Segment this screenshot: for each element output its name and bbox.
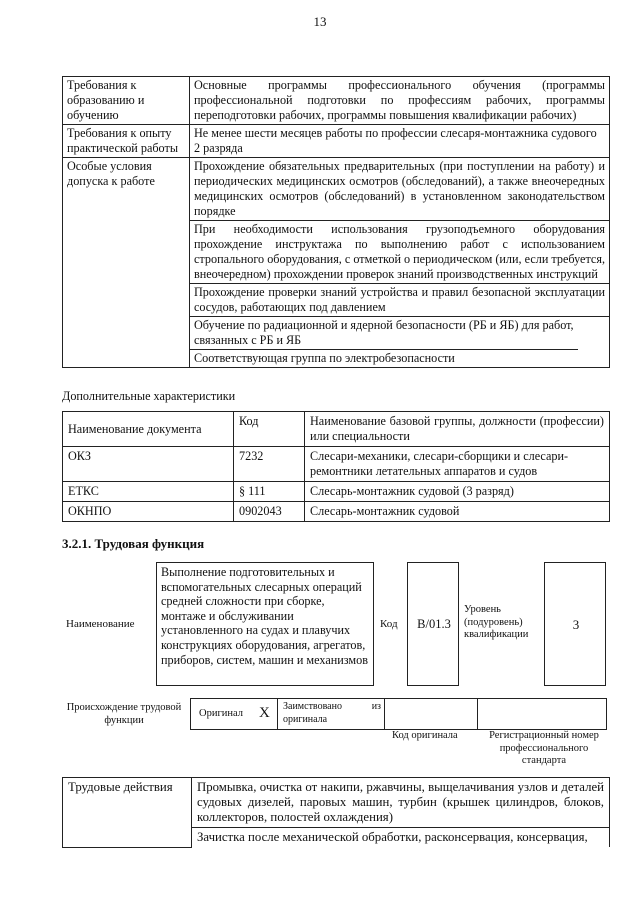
section-title: 3.2.1. Трудовая функция — [62, 536, 205, 551]
level-label: Уровень (подуровень) квалификации — [464, 604, 529, 640]
conditions-cell — [190, 158, 610, 368]
action-item: Промывка, очистка от накипи, ржавчины, выщелачивания узлов и деталей судовых дизелей, паровых машин, турбин (крышек цилиндров, блоков, коллекторов, полостей охлаждения) — [192, 778, 610, 828]
table-row — [63, 77, 610, 125]
requirements-table — [62, 76, 610, 368]
original-mark: X — [259, 705, 270, 721]
reg-caption: Регистрационный номер профессионального стандарта — [489, 730, 599, 766]
level-box — [544, 562, 606, 686]
row-label: Требования к опыту практической работы — [63, 125, 190, 158]
condition-item: Прохождение проверки знаний устройства и правил безопасной эксплуатации сосудов, работающих под давлением — [190, 284, 609, 317]
condition-item: Соответствующая группа по электробезопасности — [194, 351, 455, 365]
additional-table — [62, 411, 610, 522]
table-row — [63, 447, 610, 482]
level-value: 3 — [572, 617, 580, 632]
cell-code: 0902043 — [234, 502, 305, 522]
code-caption: Код оригинала — [392, 730, 458, 741]
row-label: Требования к образованию и обучению — [63, 77, 190, 125]
condition-item: При необходимости использования грузоподъемного оборудования прохождение инструктажа по выполнению работ с использованием стропального оборудования, с отметкой о периодическом (или, если требуется, внеочередном) прохождении проверок знаний производственных инструкций — [190, 221, 609, 284]
table-header-row — [63, 412, 610, 447]
cell-doc: ОКЗ — [63, 447, 234, 482]
reg-number-cell — [477, 698, 607, 730]
table-row — [63, 125, 610, 158]
code-original-cell — [384, 698, 478, 730]
table-row — [63, 778, 610, 828]
original-label: Оригинал — [199, 708, 243, 719]
action-item: Зачистка после механической обработки, расконсервация, консервация, — [192, 828, 610, 848]
cell-doc: ОКНПО — [63, 502, 234, 522]
cell-name: Слесарь-монтажник судовой (3 разряд) — [305, 482, 610, 502]
table-row — [63, 502, 610, 522]
actions-label: Трудовые действия — [63, 778, 192, 848]
cell-doc: ЕТКС — [63, 482, 234, 502]
borrowed-cell — [277, 698, 385, 730]
name-label: Наименование — [66, 618, 135, 630]
borrowed-label: Заимствовано из оригинала — [283, 701, 381, 725]
code-label: Код — [380, 618, 398, 630]
origin-label: Происхождение трудовой функции — [66, 702, 182, 726]
cell-name: Слесарь-монтажник судовой — [305, 502, 610, 522]
original-cell — [190, 698, 278, 730]
condition-item: Обучение по радиационной и ядерной безопасности (РБ и ЯБ) для работ, связанных с РБ и ЯБ — [190, 317, 578, 350]
condition-item: Прохождение обязательных предварительных (при поступлении на работу) и периодических медицинских осмотров (обследований), а также внеочередных медицинских осмотров (обследований) в установленном законодательством порядке — [190, 158, 609, 221]
row-text: Не менее шести месяцев работы по профессии слесаря-монтажника судового 2 разряда — [190, 125, 610, 158]
actions-table — [62, 777, 610, 848]
row-label: Особые условия допуска к работе — [63, 158, 190, 368]
header-doc: Наименование документа — [63, 412, 234, 447]
table-row — [63, 482, 610, 502]
row-text: Основные программы профессионального обучения (программы профессиональной подготовки по профессиям рабочих, программы переподготовки рабочих, программы повышения квалификации рабочих) — [190, 77, 610, 125]
additional-title: Дополнительные характеристики — [62, 389, 236, 403]
page-number: 13 — [313, 14, 327, 29]
cell-name: Слесари-механики, слесари-сборщики и слесари-ремонтники летательных аппаратов и судов — [305, 447, 610, 482]
table-row — [63, 158, 610, 368]
header-name: Наименование базовой группы, должности (профессии) или специальности — [305, 412, 610, 447]
header-code: Код — [234, 412, 305, 447]
code-box — [407, 562, 459, 686]
code-value: B/01.3 — [417, 617, 451, 631]
cell-code: 7232 — [234, 447, 305, 482]
cell-code: § 111 — [234, 482, 305, 502]
function-name-box: Выполнение подготовительных и вспомогательных слесарных операций средней сложности при сборке, монтаже и обслуживании установленного на судах и плавучих конструкциях оборудования, агрегатов, приборов, систем, машин и механизмов — [156, 562, 374, 686]
